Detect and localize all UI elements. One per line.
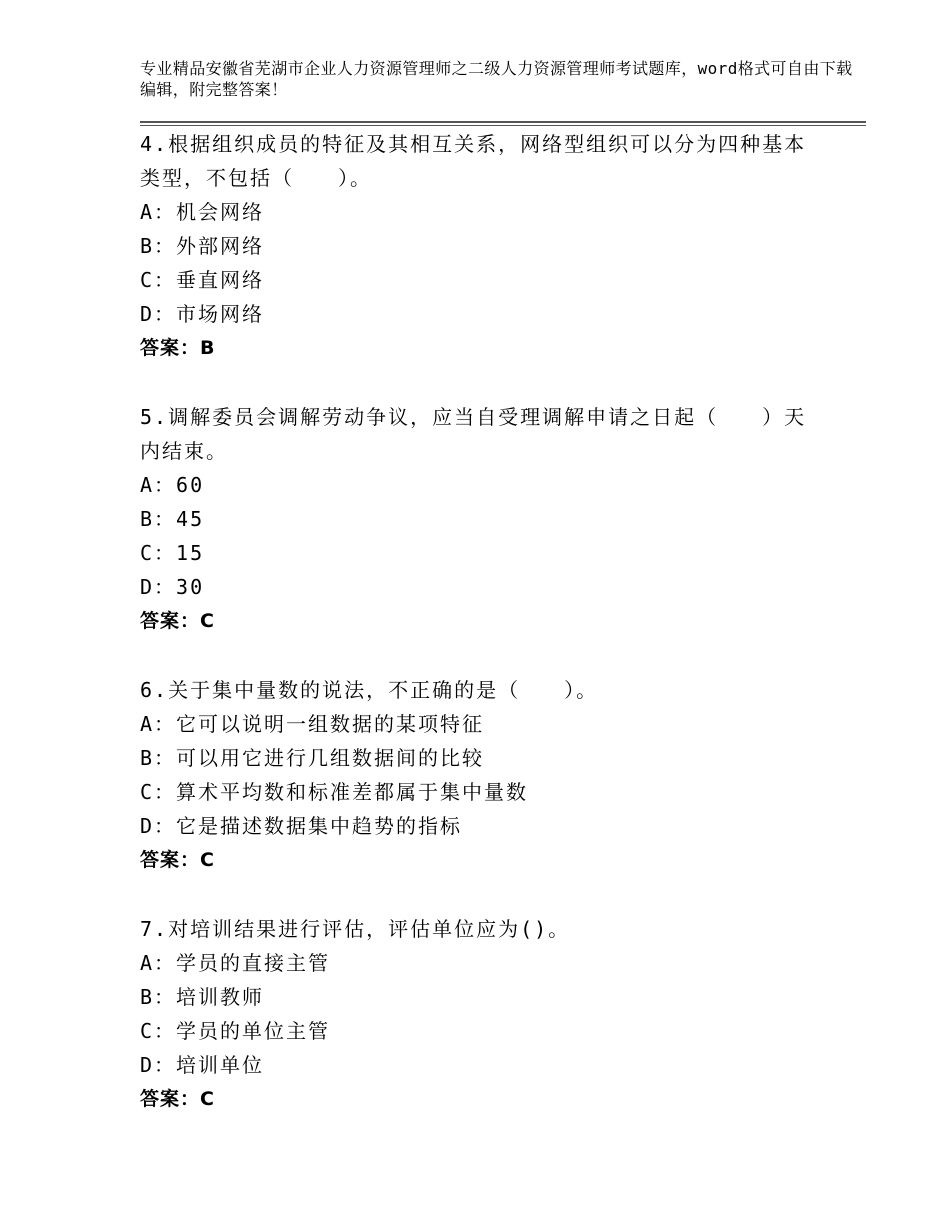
question-5 (140, 400, 820, 638)
option-text: 45 (176, 507, 205, 531)
option-letter: B： (140, 507, 177, 531)
document-header (140, 58, 860, 100)
option-letter: A： (140, 712, 177, 736)
option-text: 学员的直接主管 (176, 951, 331, 975)
option-list (140, 468, 820, 604)
option-b (140, 502, 820, 536)
option-d (140, 570, 820, 604)
answer-label: 答案：B (140, 337, 216, 359)
option-text: 算术平均数和标准差都属于集中量数 (176, 780, 529, 804)
header-divider (140, 121, 866, 126)
option-letter: B： (140, 234, 177, 258)
option-letter: D： (140, 302, 177, 326)
option-text: 培训教师 (176, 985, 265, 1009)
question-7 (140, 912, 820, 1116)
option-b (140, 741, 820, 775)
option-text: 机会网络 (176, 200, 265, 224)
option-a (140, 195, 820, 229)
question-6 (140, 673, 820, 877)
option-a (140, 468, 820, 502)
option-list (140, 195, 820, 331)
option-a (140, 707, 820, 741)
option-list (140, 946, 820, 1082)
question-text: 5.调解委员会调解劳动争议，应当自受理调解申请之日起（ ）天内结束。 (140, 405, 807, 463)
option-text: 60 (176, 473, 205, 497)
header-title: 专业精品安徽省芜湖市企业人力资源管理师之二级人力资源管理师考试题库，word格式可自由下载编辑，附完整答案！ (140, 59, 853, 99)
option-text: 30 (176, 575, 205, 599)
option-letter: D： (140, 814, 177, 838)
option-list (140, 707, 820, 843)
question-text: 7.对培训结果进行评估，评估单位应为()。 (140, 917, 571, 941)
option-a (140, 946, 820, 980)
option-letter: D： (140, 1053, 177, 1077)
option-text: 外部网络 (176, 234, 265, 258)
option-d (140, 297, 820, 331)
option-b (140, 980, 820, 1014)
option-letter: A： (140, 200, 177, 224)
option-c (140, 1014, 820, 1048)
question-text: 4.根据组织成员的特征及其相互关系，网络型组织可以分为四种基本类型，不包括（ ）。 (140, 132, 807, 190)
answer-label: 答案：C (140, 610, 215, 632)
option-letter: A： (140, 951, 177, 975)
option-text: 可以用它进行几组数据间的比较 (176, 746, 485, 770)
question-4 (140, 127, 820, 365)
option-letter: C： (140, 268, 177, 292)
option-letter: A： (140, 473, 177, 497)
question-text: 6.关于集中量数的说法，不正确的是（ ）。 (140, 678, 599, 702)
option-letter: C： (140, 780, 177, 804)
option-letter: B： (140, 985, 177, 1009)
option-text: 市场网络 (176, 302, 265, 326)
option-letter: C： (140, 541, 177, 565)
option-text: 它是描述数据集中趋势的指标 (176, 814, 463, 838)
option-text: 学员的单位主管 (176, 1019, 331, 1043)
option-c (140, 775, 820, 809)
option-letter: B： (140, 746, 177, 770)
option-letter: D： (140, 575, 177, 599)
option-d (140, 1048, 820, 1082)
option-text: 培训单位 (176, 1053, 265, 1077)
option-text: 垂直网络 (176, 268, 265, 292)
option-c (140, 536, 820, 570)
option-b (140, 229, 820, 263)
answer-label: 答案：C (140, 849, 215, 871)
option-d (140, 809, 820, 843)
option-text: 15 (176, 541, 205, 565)
answer-label: 答案：C (140, 1088, 215, 1110)
option-c (140, 263, 820, 297)
option-letter: C： (140, 1019, 177, 1043)
option-text: 它可以说明一组数据的某项特征 (176, 712, 485, 736)
